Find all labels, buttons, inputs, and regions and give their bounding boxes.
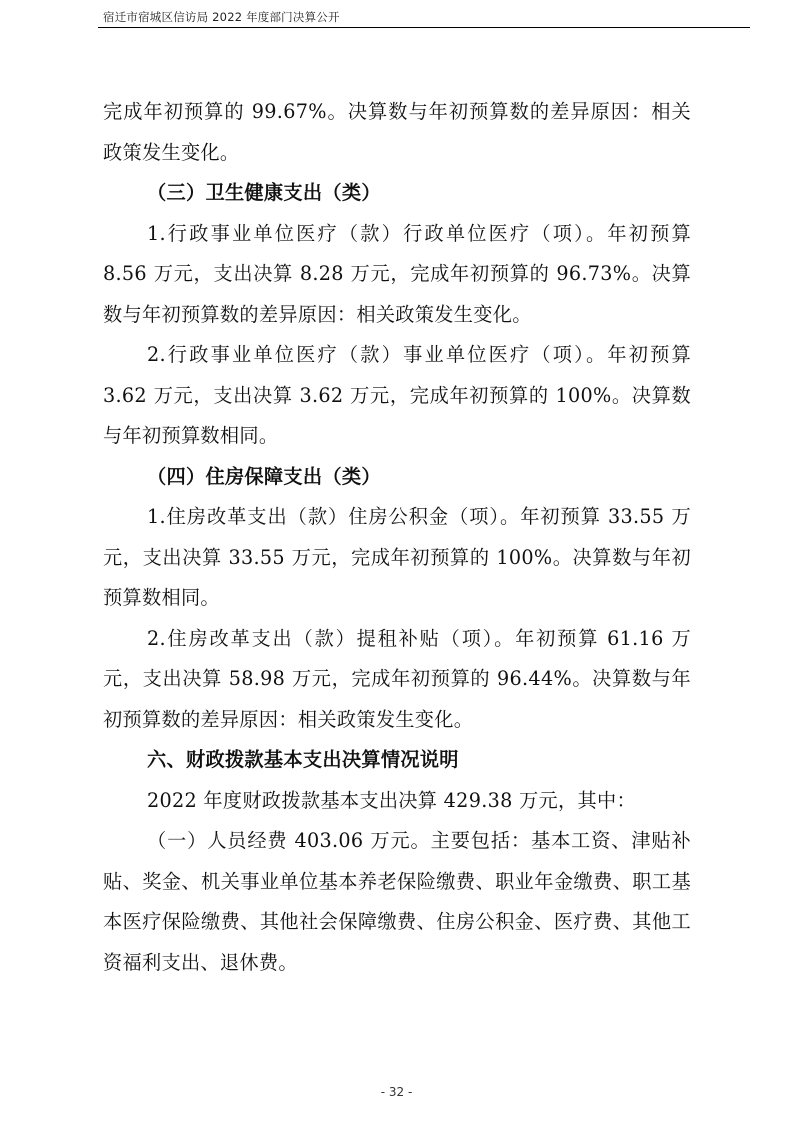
header-divider: [98, 27, 750, 28]
paragraph-institution-medical: 2.行政事业单位医疗（款）事业单位医疗（项）。年初预算 3.62 万元，支出决算 3.62 万元，完成年初预算的 100%。决算数与年初预算数相同。: [103, 343, 691, 447]
document-body: [103, 92, 691, 983]
section-heading-health: （三）卫生健康支出（类）: [147, 181, 381, 204]
paragraph-rent-subsidy: 2.住房改革支出（款）提租补贴（项）。年初预算 61.16 万元，支出决算 58.98 万元，完成年初预算的 96.44%。决算数与年初预算数的差异原因：相关政策发生变化。: [103, 626, 691, 731]
page-number: - 32 -: [380, 1085, 413, 1099]
paragraph-personnel-expenses: （一）人员经费 403.06 万元。主要包括：基本工资、津贴补贴、奖金、机关事业单位基本养老保险缴费、职业年金缴费、职工基本医疗保险缴费、其他社会保障缴费、住房公积金、医疗费、其他工资福利支出、退休费。: [103, 829, 691, 974]
paragraph-basic-expenditure-total: 2022 年度财政拨款基本支出决算 429.38 万元，其中：: [147, 788, 636, 812]
paragraph-admin-medical: 1.行政事业单位医疗（款）行政单位医疗（项）。年初预算 8.56 万元，支出决算 8.28 万元，完成年初预算的 96.73%。决算数与年初预算数的差异原因：相关政策发生变化。: [103, 221, 691, 326]
paragraph-1: 完成年初预算的 99.67%。决算数与年初预算数的差异原因：相关政策发生变化。: [103, 100, 691, 164]
paragraph-housing-fund: 1.住房改革支出（款）住房公积金（项）。年初预算 33.55 万元，支出决算 33.55 万元，完成年初预算的 100%。决算数与年初预算数相同。: [103, 505, 691, 609]
page-header-title: 宿迁市宿城区信访局 2022 年度部门决算公开: [103, 10, 340, 24]
section-heading-basic-expenditure: 六、财政拨款基本支出决算情况说明: [147, 748, 459, 771]
section-heading-housing: （四）住房保障支出（类）: [147, 464, 381, 488]
